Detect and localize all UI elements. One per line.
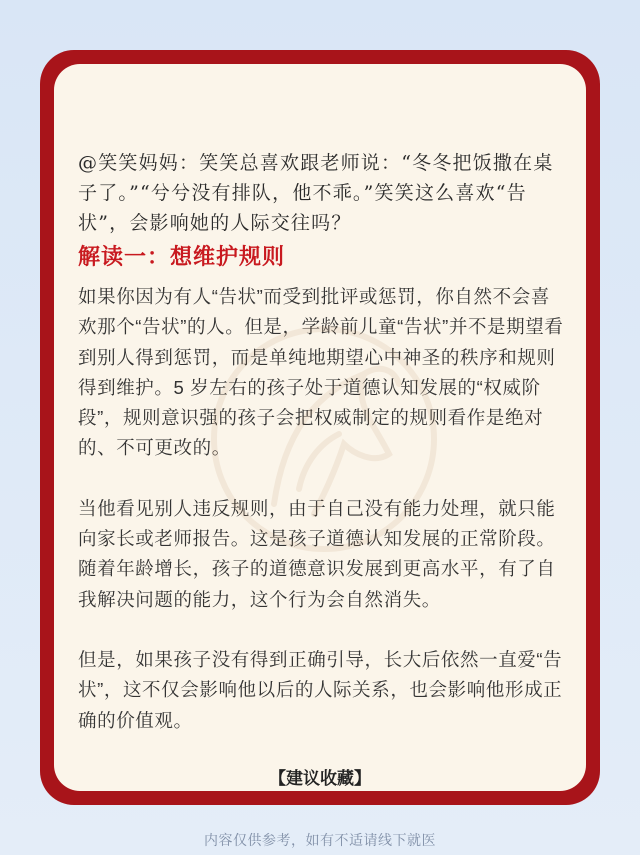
content-card xyxy=(54,64,586,791)
paragraph-3: 但是，如果孩子没有得到正确引导，长大后依然一直爱“告状”，这不仅会影响他以后的人际关系，也会影响他形成正确的价值观。 xyxy=(78,648,563,731)
disclaimer-text: 内容仅供参考，如有不适请线下就医 xyxy=(204,832,436,848)
section-heading: 解读一：想维护规则 xyxy=(78,244,286,269)
intro-question: @笑笑妈妈：笑笑总喜欢跟老师说：“冬冬把饭撒在桌子了。”“兮兮没有排队，他不乖。”笑笑这么喜欢“告状”，会影响她的人际交往吗？ xyxy=(78,152,554,234)
paragraph-1: 如果你因为有人“告状”而受到批评或惩罚，你自然不会喜欢那个“告状”的人。但是，学龄前儿童“告状”并不是期望看到别人得到惩罚，而是单纯地期望心中神圣的秩序和规则得到维护。5 岁左右的孩子处于道德认知发展的“权威阶段”，规则意识强的孩子会把权威制定的规则看作是绝对的、不可更改的。 xyxy=(78,286,564,459)
save-suggestion-label: 【建议收藏】 xyxy=(269,769,371,788)
paragraph-2: 当他看见别人违反规则，由于自己没有能力处理，就只能向家长或老师报告。这是孩子道德认知发展的正常阶段。随着年龄增长，孩子的道德意识发展到更高水平，有了自我解决问题的能力，这个行为会自然消失。 xyxy=(78,497,556,610)
red-frame xyxy=(40,50,600,805)
